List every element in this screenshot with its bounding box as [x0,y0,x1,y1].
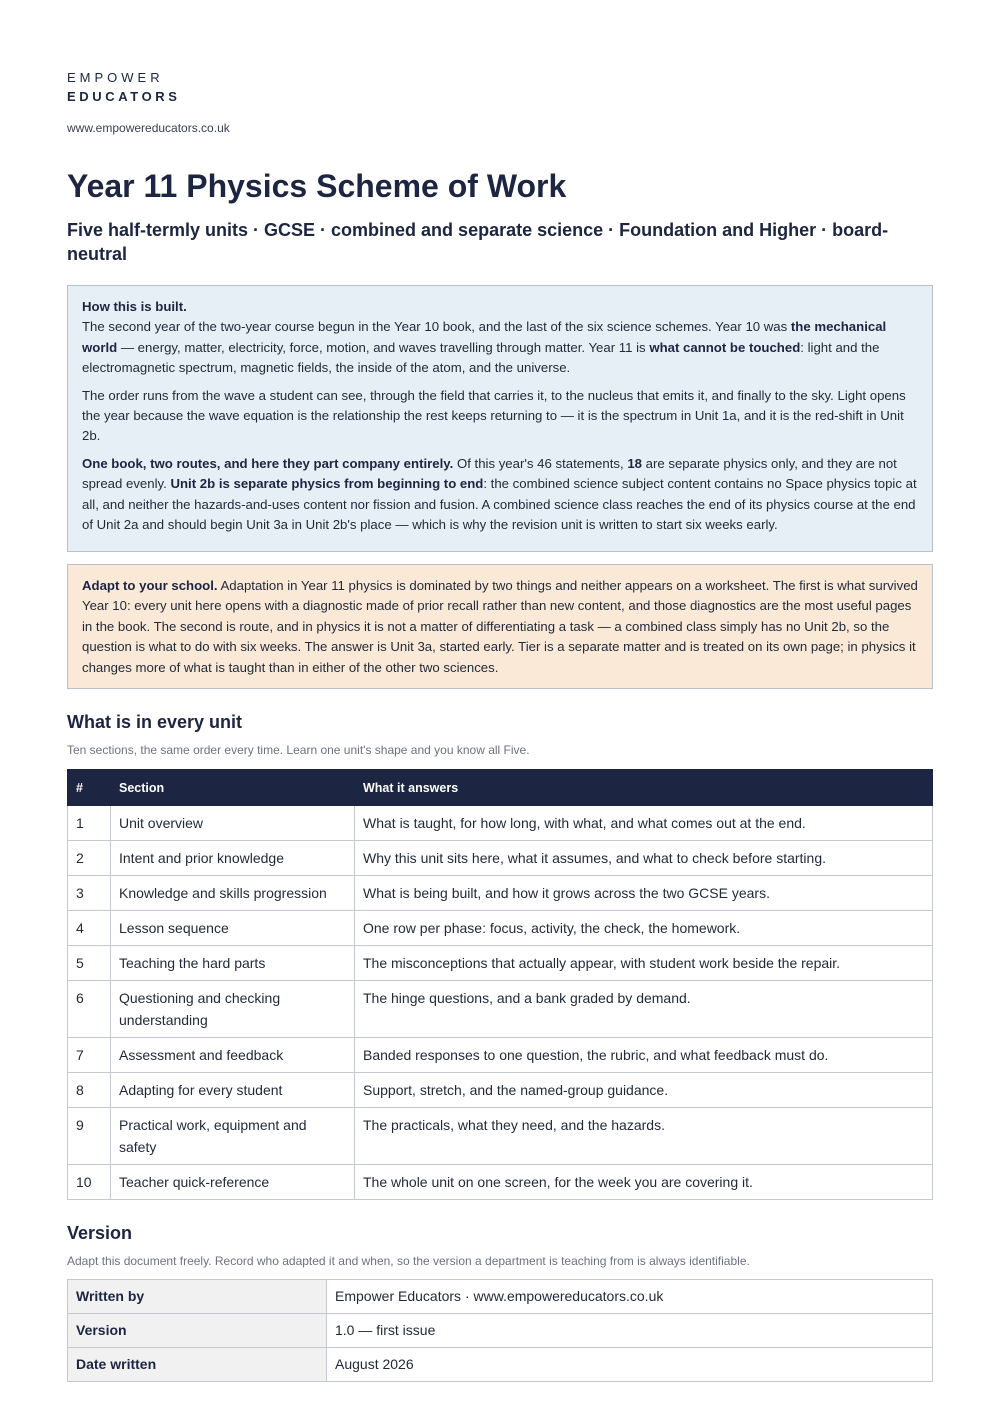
units-heading: What is in every unit [67,712,243,732]
adapt-text: Adaptation in Year 11 physics is dominated by two things and neither appears on a worksheet. The first is what survived Year 10: every unit here opens with a diagnostic made of prior recall rather than new content, and those diagnostics are the most useful pages in the book. The second is route, and in physics it is not a matter of differentiating a task — a combined class simply has no Unit 2b, so the question is what to do with six weeks. The answer is Unit 3a, started early. Tier is a separate matter and is treated on its own page; in physics it changes more of what is taught than in either of the other two sciences. [82,578,918,675]
how-built-text-e: : light and the electromagnetic spectrum, magnetic fields, the inside of the atom, and the universe. [82,339,880,376]
table-row [68,806,933,841]
page-subtitle: Five half-termly units · GCSE · combined and separate science · Foundation and Higher · board-neutral [67,220,889,264]
version-key-cell: Date written [68,1348,327,1382]
unit-answer-cell: Support, stretch, and the named-group guidance. [355,1073,933,1108]
routes-bold-a: One book, two routes, and here they part company entirely. [82,455,454,471]
unit-section-cell: Unit overview [111,806,355,841]
table-row [68,1038,933,1073]
unit-section-cell: Teacher quick-reference [111,1165,355,1200]
version-value-cell: August 2026 [327,1348,933,1382]
how-built-text-c: — energy, matter, electricity, force, motion, and waves travelling through matter. Year 11 is [117,339,650,355]
how-built-para-3 [82,454,918,536]
unit-number-cell: 2 [68,841,111,876]
page-title: Year 11 Physics Scheme of Work [67,168,567,204]
table-row [68,1165,933,1200]
adapt-box [67,564,933,689]
version-key-cell: Written by [68,1280,327,1314]
how-built-text-a: The second year of the two-year course begun in the Year 10 book, and the last of the six science schemes. Year 10 was [82,319,791,335]
brand-line-2: EDUCATORS [67,89,181,104]
version-value-cell: Empower Educators · www.empowereducators.co.uk [327,1280,933,1314]
adapt-label: Adapt to your school. [82,578,218,593]
unit-answer-cell: One row per phase: focus, activity, the check, the homework. [355,911,933,946]
how-built-bold-b: the mechanical world [82,319,887,355]
unit-section-cell: Questioning and checking understanding [111,981,355,1038]
unit-number-cell: 9 [68,1108,111,1165]
table-row [68,841,933,876]
unit-number-cell: 10 [68,1165,111,1200]
unit-number-cell: 1 [68,806,111,841]
unit-section-cell: Practical work, equipment and safety [111,1108,355,1165]
unit-number-cell: 7 [68,1038,111,1073]
how-built-label: How this is built. [82,299,187,314]
brand-website: www.empowereducators.co.uk [67,121,230,135]
version-value-cell: 1.0 — first issue [327,1314,933,1348]
table-row [68,1314,933,1348]
unit-answer-cell: The whole unit on one screen, for the week you are covering it. [355,1165,933,1200]
adapt-para [82,576,918,678]
routes-text-f: : the combined science subject content contains no Space physics topic at all, and neither the hazards-and-uses content nor fission and fusion. A combined science class reaches the end of its physics course at the end of Unit 2a and should begin Unit 3a in Unit 2b's place — which is why the revision unit is written to start six weeks early. [82,476,917,533]
unit-section-cell: Adapting for every student [111,1073,355,1108]
column-header-number: # [68,770,111,806]
column-header-answer: What it answers [355,770,933,806]
routes-text-b: Of this year's 46 statements, [453,455,628,471]
unit-number-cell: 3 [68,876,111,911]
how-built-box [67,285,933,552]
unit-answer-cell: What is being built, and how it grows across the two GCSE years. [355,876,933,911]
unit-answer-cell: What is taught, for how long, with what, and what comes out at the end. [355,806,933,841]
unit-answer-cell: The misconceptions that actually appear, with student work beside the repair. [355,946,933,981]
how-built-para-1 [82,297,918,379]
table-row [68,1280,933,1314]
table-row [68,946,933,981]
unit-answer-cell: Why this unit sits here, what it assumes, and what to check before starting. [355,841,933,876]
table-row [68,1348,933,1382]
unit-answer-cell: The hinge questions, and a bank graded by demand. [355,981,933,1038]
unit-section-cell: Assessment and feedback [111,1038,355,1073]
version-note: Adapt this document freely. Record who adapted it and when, so the version a department is teaching from is always identifiable. [67,1254,750,1268]
unit-section-cell: Intent and prior knowledge [111,841,355,876]
table-row [68,981,933,1038]
unit-number-cell: 8 [68,1073,111,1108]
units-table [67,769,933,1200]
version-key-cell: Version [68,1314,327,1348]
units-note: Ten sections, the same order every time. Learn one unit's shape and you know all Five. [67,743,530,757]
unit-section-cell: Lesson sequence [111,911,355,946]
unit-section-cell: Teaching the hard parts [111,946,355,981]
brand-logo [67,0,933,106]
column-header-section: Section [111,770,355,806]
how-built-para-2: The order runs from the wave a student can see, through the field that carries it, to the nucleus that emits it, and finally to the sky. Light opens the year because the wave equation is the relationship the rest keeps returning to — it is the spectrum in Unit 1a, and it is the red-shift in Unit 2b. [82,387,906,444]
unit-number-cell: 5 [68,946,111,981]
table-row [68,1108,933,1165]
unit-answer-cell: The practicals, what they need, and the hazards. [355,1108,933,1165]
routes-bold-count: 18 [627,455,642,471]
version-heading: Version [67,1223,133,1243]
routes-bold-e: Unit 2b is separate physics from beginning to end [170,476,484,492]
routes-text-d: are separate physics only, and they are not spread evenly. [82,455,897,492]
version-table-body [68,1280,933,1382]
units-header-row [68,770,933,806]
unit-answer-cell: Banded responses to one question, the rubric, and what feedback must do. [355,1038,933,1073]
units-table-body [68,806,933,1200]
table-row [68,911,933,946]
version-table [67,1279,933,1382]
unit-number-cell: 6 [68,981,111,1038]
unit-section-cell: Knowledge and skills progression [111,876,355,911]
how-built-bold-d: what cannot be touched [649,339,801,355]
brand-line-1: EMPOWER [67,70,164,85]
table-row [68,876,933,911]
table-row [68,1073,933,1108]
unit-number-cell: 4 [68,911,111,946]
